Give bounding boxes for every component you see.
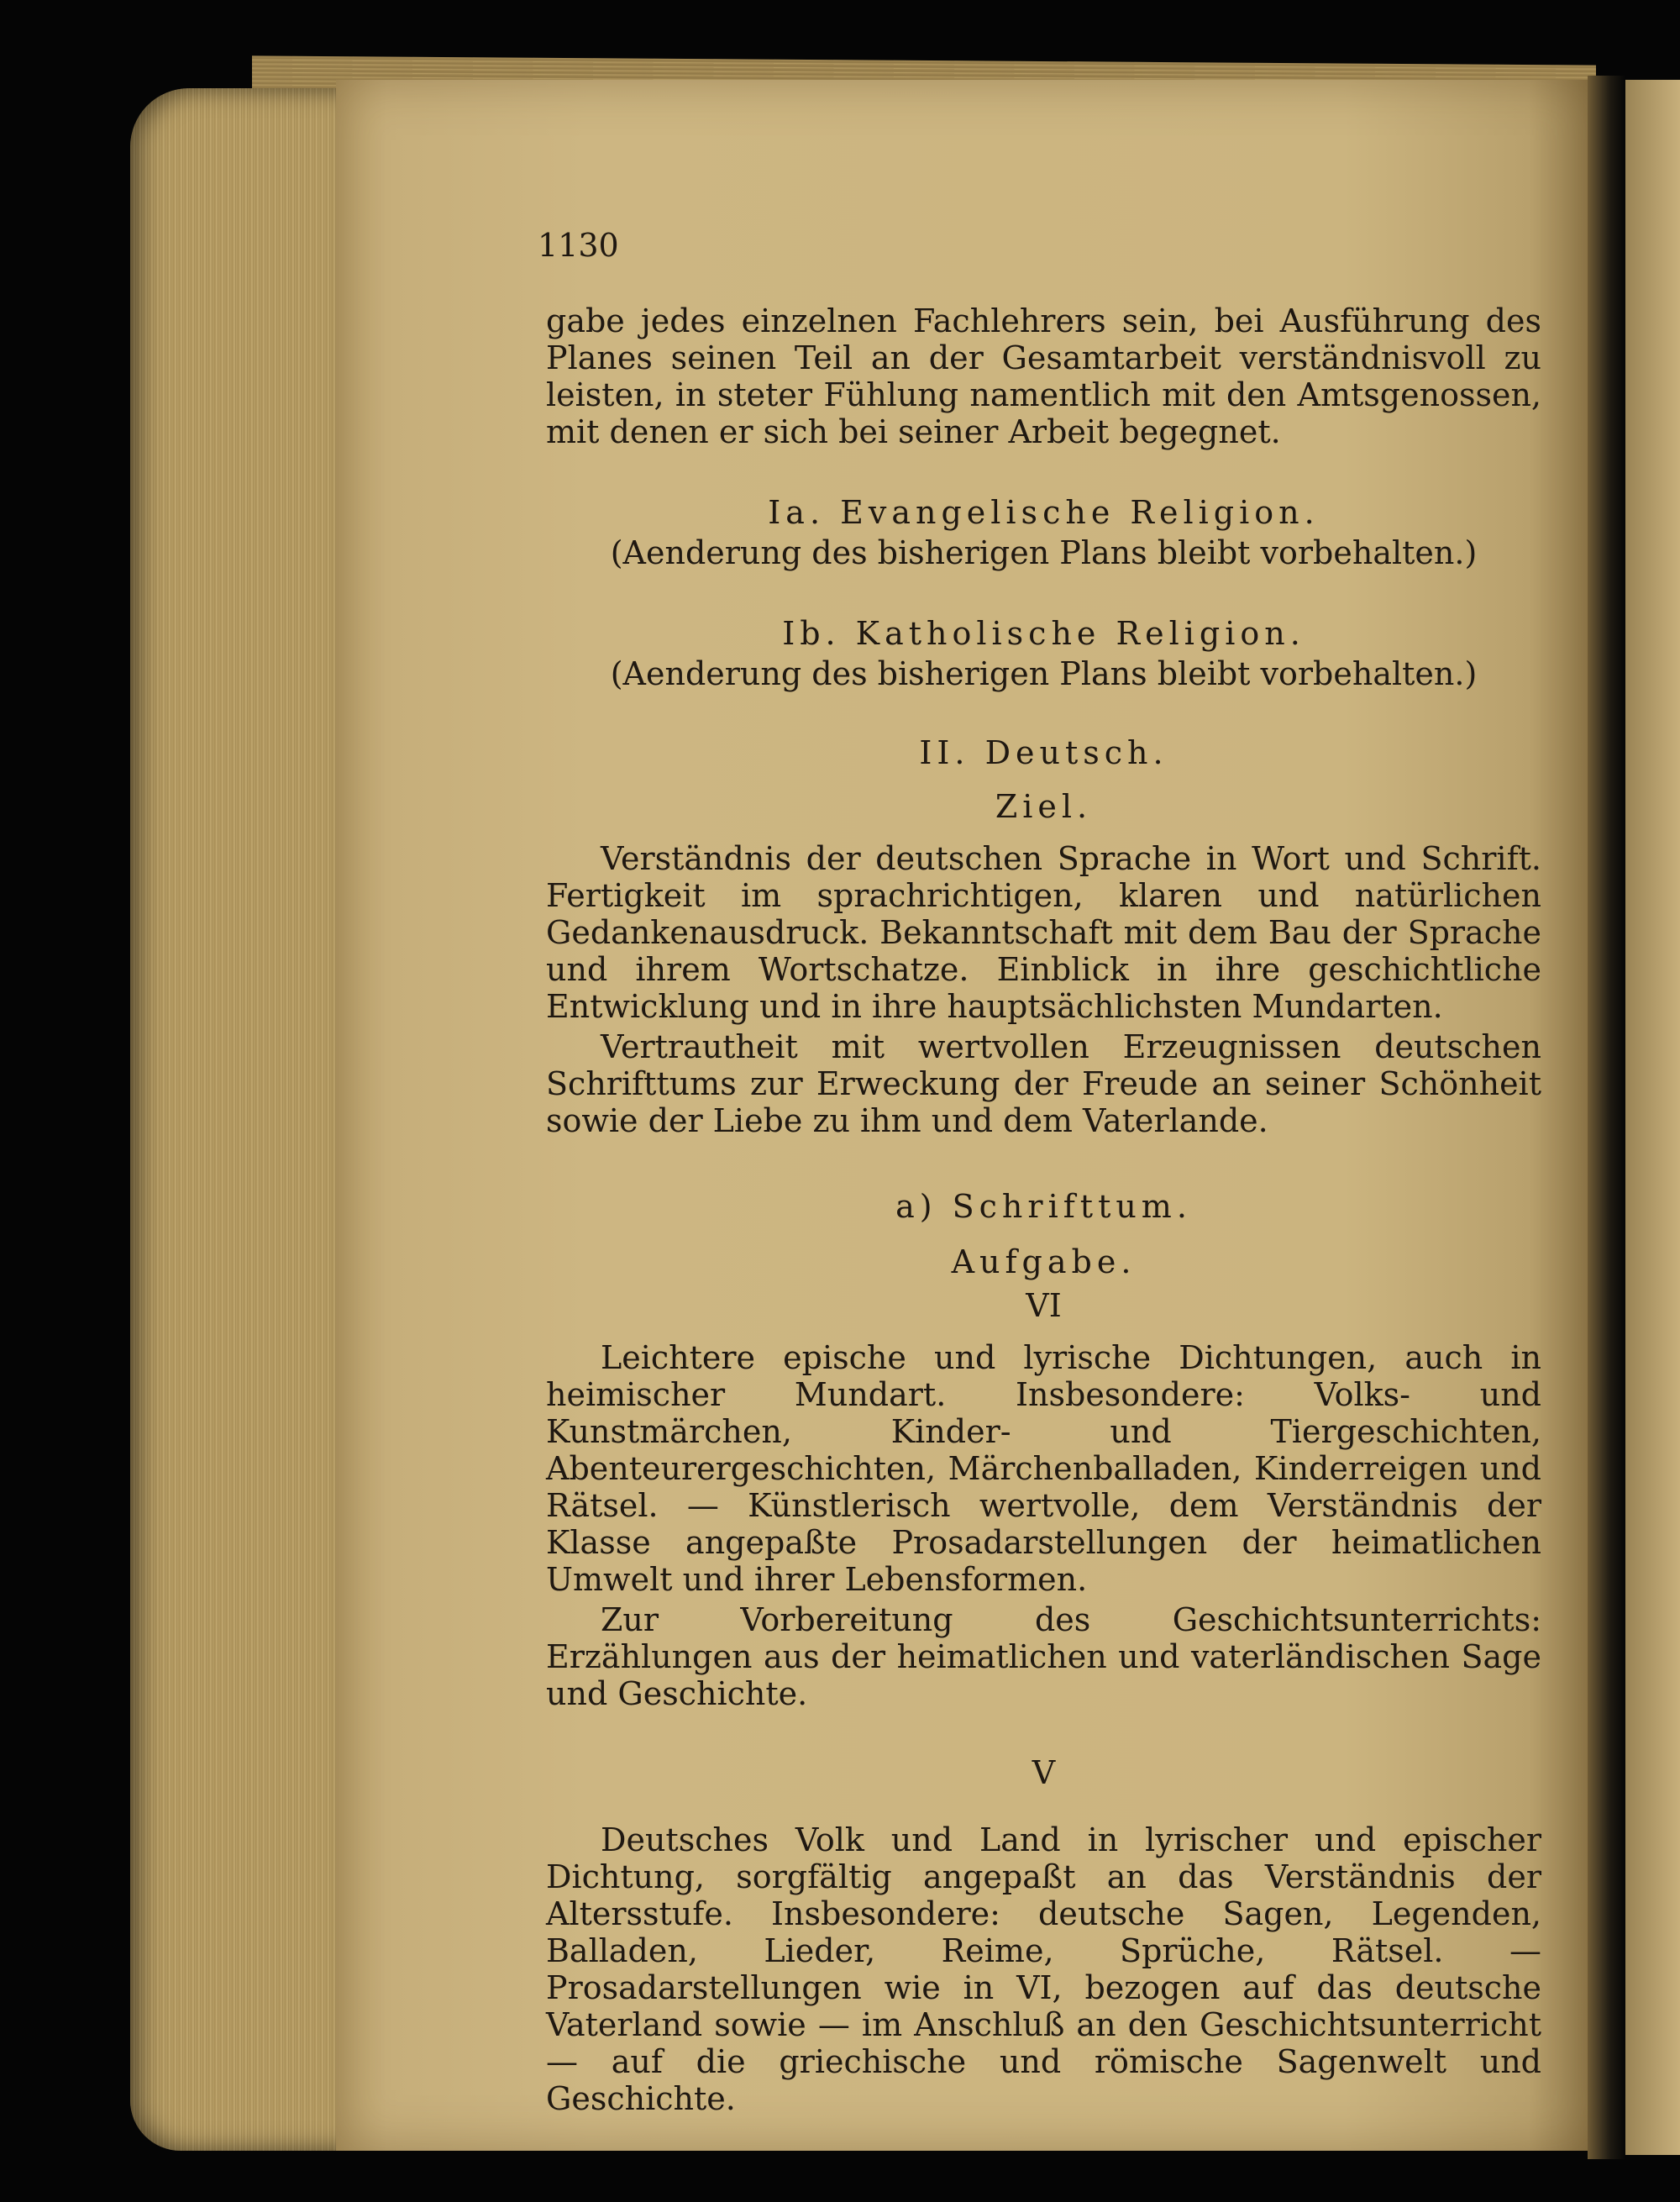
- class-vi-paragraph-2: Zur Vorbereitung des Geschichtsunterrichts: Erzählungen aus der heimatlichen und vaterländischen Sage und Geschichte.: [546, 1601, 1541, 1712]
- book-gutter: [1588, 76, 1625, 2159]
- page-edges-left: [130, 88, 349, 2151]
- section-2-heading: II. Deutsch.: [919, 734, 1168, 771]
- section-1a-heading: Ia. Evangelische Religion.: [768, 494, 1320, 531]
- ziel-heading: Ziel.: [995, 788, 1093, 825]
- aufgabe-heading: Aufgabe.: [951, 1243, 1137, 1280]
- section-1b-note: (Aenderung des bisherigen Plans bleibt vorbehalten.): [610, 655, 1478, 692]
- page-text-block: [546, 227, 1541, 2117]
- subsection-a-heading: a) Schrifttum.: [895, 1188, 1192, 1225]
- class-v-paragraph-1: Deutsches Volk und Land in lyrischer und epischer Dichtung, sorgfältig angepaßt an das Verständnis der Altersstufe. Insbesondere: deutsche Sagen, Legenden, Balladen, Lieder, Reime, Sprüche, Rätsel. — Prosadarstellungen wie in VI, bezogen auf das deutsche Vaterland sowie — im Anschluß an den Geschichtsunterricht — auf die griechische und römische Sagenwelt und Geschichte.: [546, 1821, 1541, 2117]
- page-number: 1130: [538, 227, 619, 264]
- class-v-label: V: [1032, 1754, 1056, 1791]
- ziel-paragraph-2: Vertrautheit mit wertvollen Erzeugnissen deutschen Schrifttums zur Erweckung der Freude an seiner Schönheit sowie der Liebe zu ihm und dem Vaterlande.: [546, 1028, 1541, 1139]
- intro-paragraph: gabe jedes einzelnen Fachlehrers sein, bei Ausführung des Planes seinen Teil an der Gesamtarbeit verständnisvoll zu leisten, in steter Fühlung namentlich mit den Amtsgenossen, mit denen er sich bei seiner Arbeit begegnet.: [546, 302, 1541, 450]
- class-vi-label: VI: [1026, 1287, 1062, 1324]
- facing-page-edge: [1625, 80, 1680, 2155]
- section-1a-note: (Aenderung des bisherigen Plans bleibt vorbehalten.): [610, 534, 1478, 571]
- ziel-paragraph-1: Verständnis der deutschen Sprache in Wort und Schrift. Fertigkeit im sprachrichtigen, klaren und natürlichen Gedankenausdruck. Bekanntschaft mit dem Bau der Sprache und ihrem Wortschatze. Einblick in ihre geschichtliche Entwicklung und in ihre hauptsächlichsten Mundarten.: [546, 840, 1541, 1025]
- class-vi-paragraph-1: Leichtere epische und lyrische Dichtungen, auch in heimischer Mundart. Insbesondere: Volks- und Kunstmärchen, Kinder- und Tiergeschichten, Abenteurergeschichten, Märchenballaden, Kinderreigen und Rätsel. — Künstlerisch wertvolle, dem Verständnis der Klasse angepaßte Prosadarstellungen der heimatlichen Umwelt und ihrer Lebensformen.: [546, 1339, 1541, 1598]
- section-1b-heading: Ib. Katholische Religion.: [782, 615, 1305, 652]
